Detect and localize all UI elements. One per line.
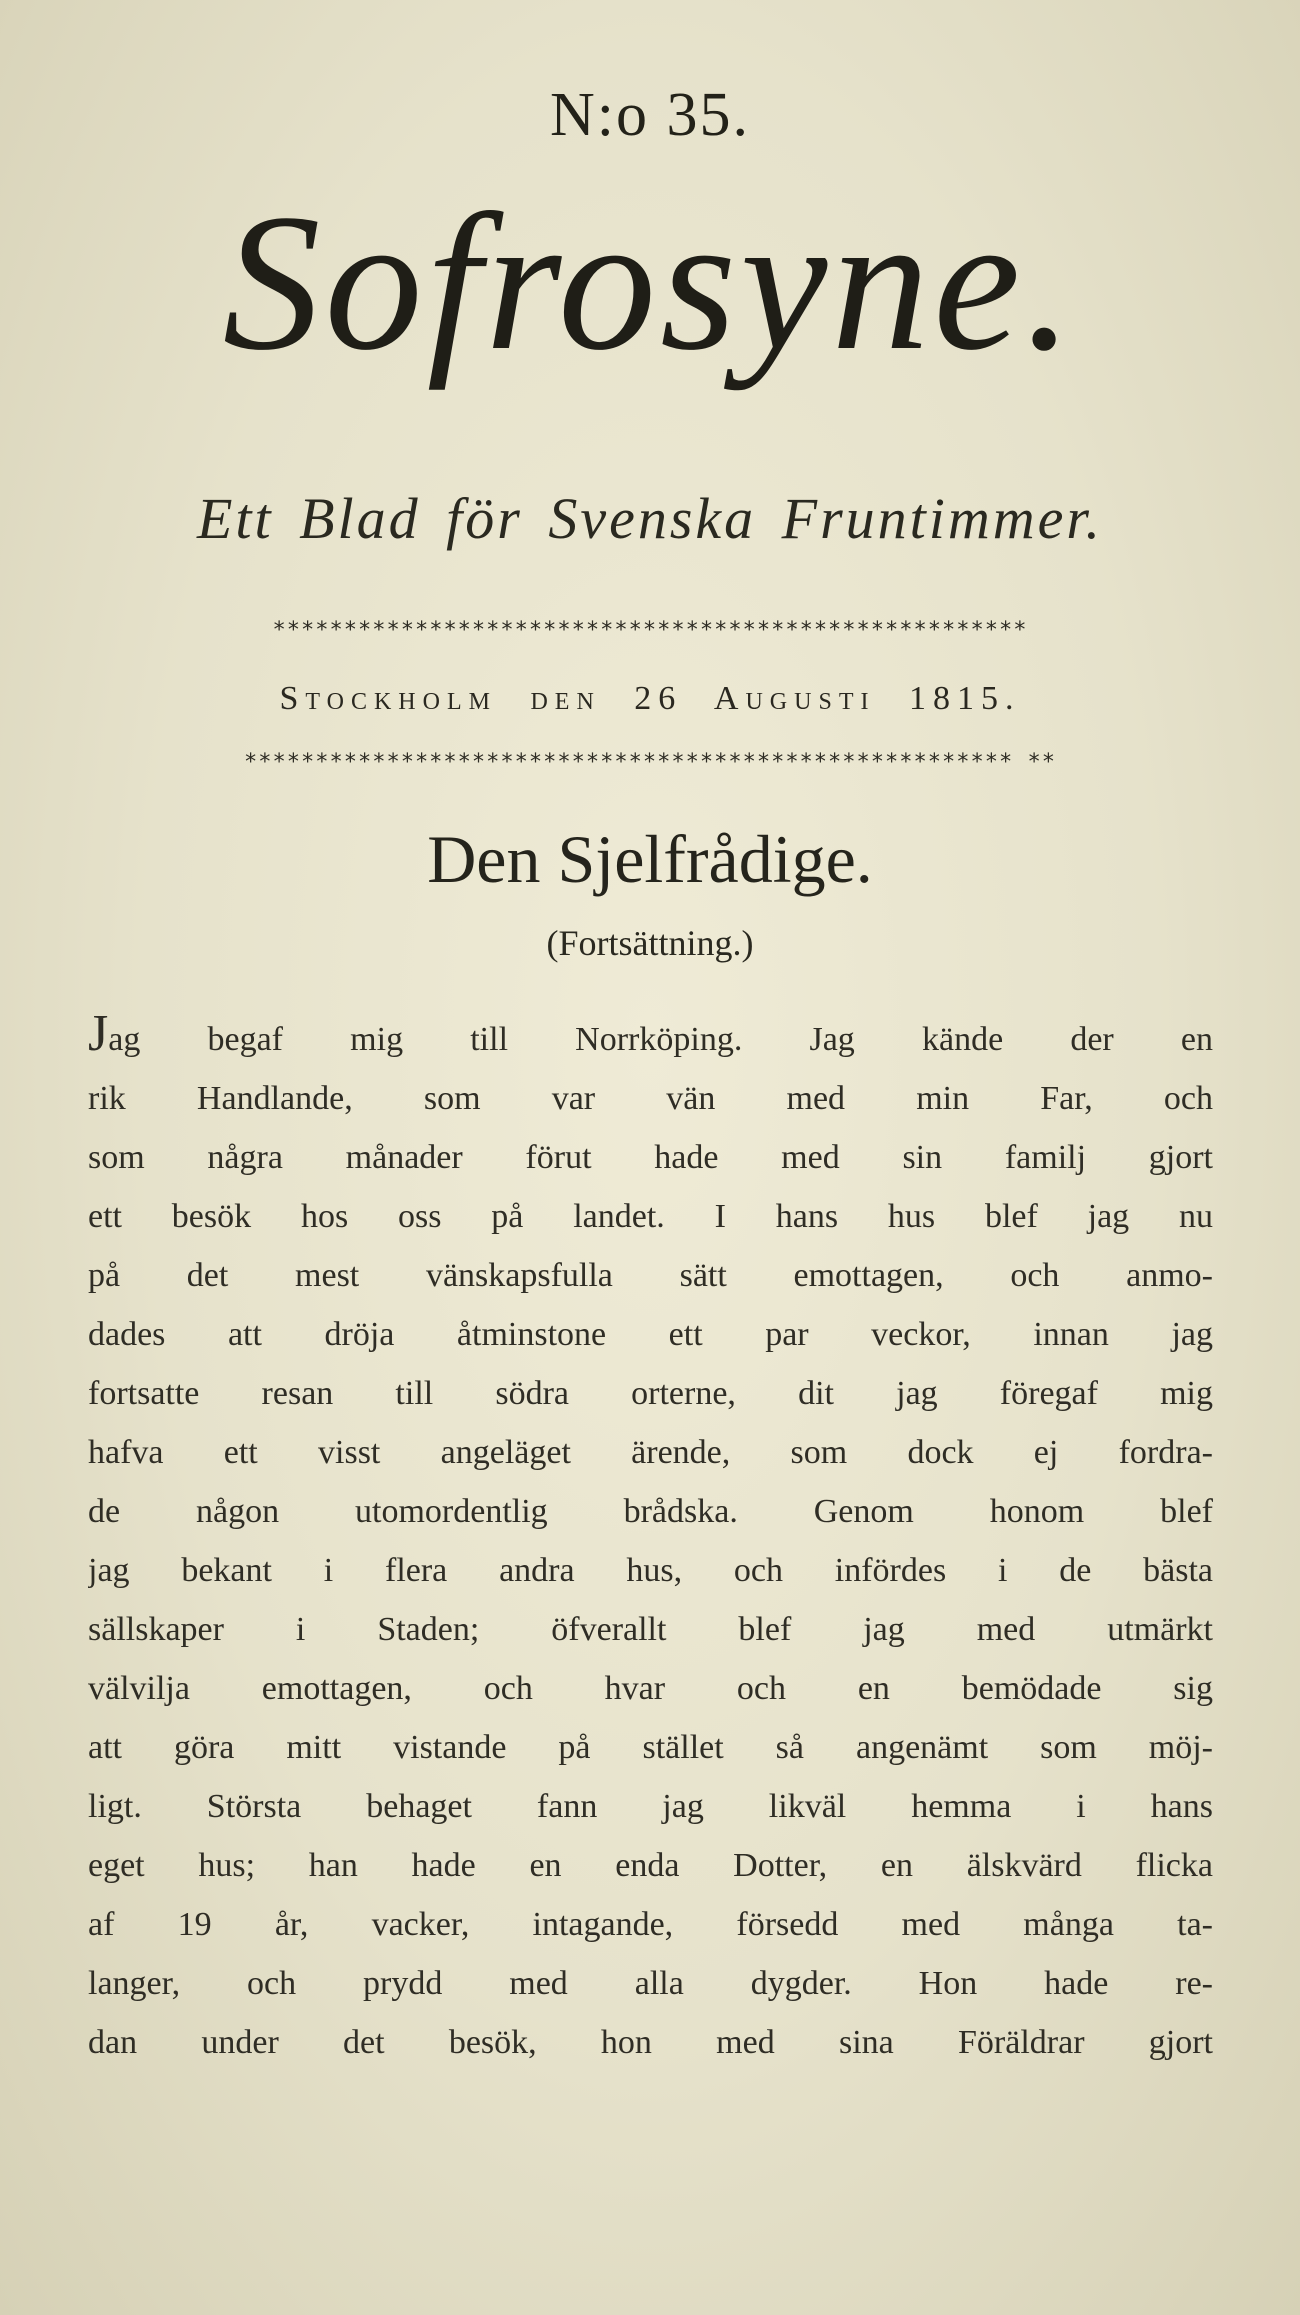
body-line: rik Handlande, som var vän med min Far, och	[88, 1080, 1213, 1117]
article-body	[88, 1010, 1213, 2072]
bottom-star-rule: ****************************************************** **	[244, 750, 1056, 775]
body-line: på det mest vänskapsfulla sätt emottagen, och anmo-	[88, 1257, 1213, 1294]
body-line: ett besök hos oss på landet. I hans hus blef jag nu	[88, 1198, 1213, 1235]
body-line: sällskaper i Staden; öfverallt blef jag med utmärkt	[88, 1611, 1213, 1648]
body-line: fortsatte resan till södra orterne, dit jag föregaf mig	[88, 1375, 1213, 1412]
body-line: som några månader förut hade med sin familj gjort	[88, 1139, 1213, 1176]
issue-number: N:o 35.	[550, 81, 750, 149]
dateline: Stockholm den 26 Augusti 1815.	[279, 680, 1021, 717]
masthead-title: Sofrosyne.	[222, 174, 1078, 391]
body-line: att göra mitt vistande på stället så angenämt som möj-	[88, 1729, 1213, 1766]
body-line: Jag begaf mig till Norrköping. Jag kände der en	[88, 1010, 1213, 1069]
top-star-rule: *****************************************************	[272, 618, 1028, 643]
body-line: eget hus; han hade en enda Dotter, en älskvärd flicka	[88, 1847, 1213, 1884]
drop-cap: J	[88, 1010, 109, 1062]
body-line: de någon utomordentlig brådska. Genom honom blef	[88, 1493, 1213, 1530]
body-line: dan under det besök, hon med sina Föräldrar gjort	[88, 2024, 1213, 2061]
continuation-note: (Fortsättning.)	[546, 923, 754, 963]
body-line: hafva ett visst angeläget ärende, som dock ej fordra-	[88, 1434, 1213, 1471]
body-line: langer, och prydd med alla dygder. Hon hade re-	[88, 1965, 1213, 2002]
body-line: jag bekant i flera andra hus, och infördes i de bästa	[88, 1552, 1213, 1589]
article-title: Den Sjelfrådige.	[427, 821, 873, 897]
body-line: ligt. Största behaget fann jag likväl hemma i hans	[88, 1788, 1213, 1825]
body-line: dades att dröja åtminstone ett par veckor, innan jag	[88, 1316, 1213, 1353]
body-line: välvilja emottagen, och hvar och en bemödade sig	[88, 1670, 1213, 1707]
body-line: af 19 år, vacker, intagande, försedd med många ta-	[88, 1906, 1213, 1943]
masthead-subtitle: Ett Blad för Svenska Fruntimmer.	[196, 486, 1104, 551]
